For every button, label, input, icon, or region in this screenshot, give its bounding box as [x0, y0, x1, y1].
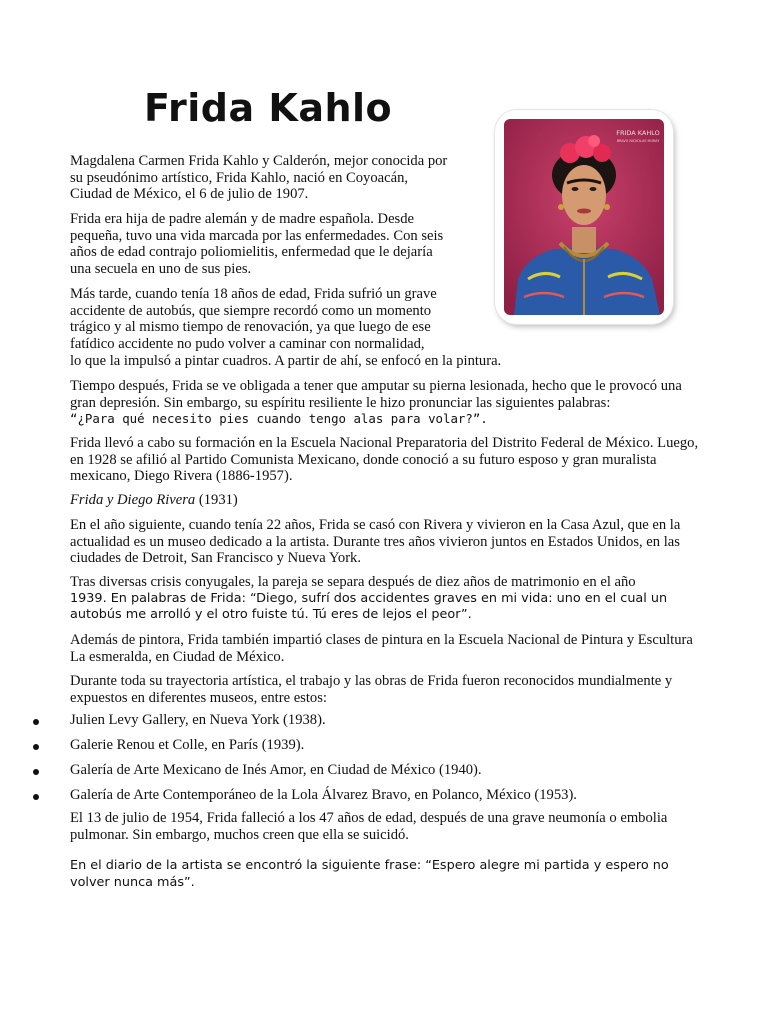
- bullet-dot: [33, 794, 39, 800]
- paragraph-accident-end: lo que la impulsó a pintar cuadros. A partir de ahí, se enfocó en la pintura.: [70, 353, 502, 369]
- paragraph-diary: En el diario de la artista se encontró la siguiente frase: “Espero alegre mi partida y espero no volver nunca más”.: [70, 858, 669, 890]
- portrait-caption-line2: BRAVO NICKOLAS MURAY: [616, 139, 660, 143]
- paragraph-childhood: Frida era hija de padre alemán y de madre española. Desde pequeña, tuvo una vida marcada por las enfermedades. Con seis años de edad contrajo poliomielitis, enfermedad que le dejaría una secuela en uno de sus pies.: [70, 211, 444, 277]
- paragraph-accident: Más tarde, cuando tenía 18 años de edad, Frida sufrió un grave accidente de autobús, que siempre recordó como un momento trágico y al mismo tiempo de renovación, ya que luego de ese fatídico accidente no pudo volver a caminar con normalidad,: [70, 286, 437, 352]
- bullet-dot: [33, 719, 39, 725]
- paragraph-birth: Magdalena Carmen Frida Kahlo y Calderón, mejor conocida por su pseudónimo artístico, Frida Kahlo, nació en Coyoacán, Ciudad de México, el 6 de julio de 1907.: [70, 153, 448, 203]
- paragraph-death: El 13 de julio de 1954, Frida falleció a los 47 años de edad, después de una grave neumonía o embolia pulmonar. Sin embargo, muchos creen que ella se suicidó.: [70, 810, 668, 843]
- list-item: Galería de Arte Contemporáneo de la Lola Álvarez Bravo, en Polanco, México (1953).: [70, 787, 577, 803]
- paragraph-separation: Tras diversas crisis conyugales, la pareja se separa después de diez años de matrimonio en el año 1939. En palabras de Frida: “Diego, sufrí dos accidentes graves en mi vida: uno en el cual un autobús me arrolló y el otro fuiste tú. Tú eres de lejos el peor”.: [70, 574, 710, 624]
- bullet-dot: [33, 744, 39, 750]
- list-item: Galería de Arte Mexicano de Inés Amor, en Ciudad de México (1940).: [70, 762, 482, 778]
- bullet-dot: [33, 769, 39, 775]
- list-item: Julien Levy Gallery, en Nueva York (1938).: [70, 712, 326, 728]
- quote-wings: “¿Para qué necesito pies cuando tengo alas para volar?”.: [70, 411, 488, 427]
- paragraph-amputation: Tiempo después, Frida se ve obligada a tener que amputar su pierna lesionada, hecho que le provocó una gran depresión. Sin embargo, su espíritu resiliente le hizo pronunciar las siguientes palabras: “¿Para qué necesito pies cuando tengo alas para volar?”.: [70, 378, 710, 428]
- portrait-frame: [495, 110, 673, 324]
- paragraph-recognition: Durante toda su trayectoria artística, el trabajo y las obras de Frida fueron reconocidos mundialmente y expuestos en diferentes museos, entre estos:: [70, 673, 673, 706]
- frida-portrait-image: [504, 119, 664, 315]
- paragraph-education: Frida llevó a cabo su formación en la Escuela Nacional Preparatoria del Distrito Federal de México. Luego, en 1928 se afilió al Partido Comunista Mexicano, donde conoció a su futuro esposo y gran muralista mexicano, Diego Rivera (1886-1957).: [70, 435, 699, 485]
- paragraph-teaching: Además de pintora, Frida también impartió clases de pintura en la Escuela Nacional de Pintura y Escultura La esmeralda, en Ciudad de México.: [70, 632, 693, 665]
- quote-diego: 1939. En palabras de Frida: “Diego, sufrí dos accidentes graves en mi vida: uno en el cual un autobús me arrolló y el otro fuiste tú. Tú eres de lejos el peor”.: [70, 590, 668, 623]
- list-item: Galerie Renou et Colle, en París (1939).: [70, 737, 305, 753]
- image-caption-frida-diego: Frida y Diego Rivera (1931): [70, 492, 238, 508]
- portrait-caption-line1: FRIDA KAHLO: [616, 129, 660, 137]
- paragraph-marriage: En el año siguiente, cuando tenía 22 años, Frida se casó con Rivera y vivieron en la Casa Azul, que en la actualidad es un museo dedicado a la artista. Durante tres años vivieron juntos en Estados Unidos, en las ciudades de Detroit, San Francisco y Nueva York.: [70, 517, 681, 567]
- page-title: Frida Kahlo: [144, 86, 393, 130]
